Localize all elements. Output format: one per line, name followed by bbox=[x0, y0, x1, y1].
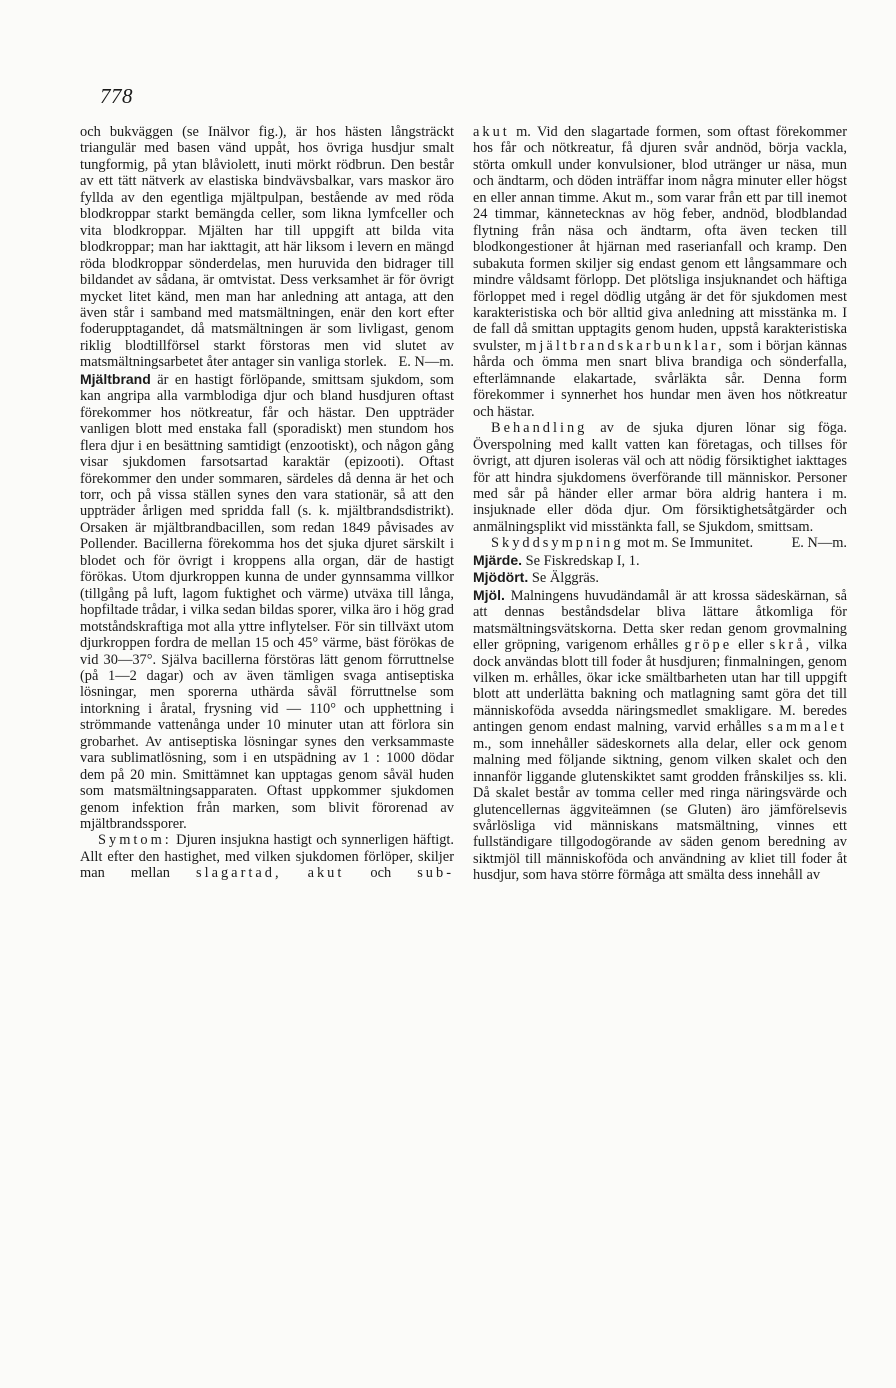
term-mjaltbrandskarbunklar: mjältbrandskarbunklar, bbox=[525, 337, 725, 354]
section-symtom-cont-text: m. Vid den slagartade formen, som oftast förekommer hos får och nötkreatur, få djuren svår andnöd, börja vackla, störta omkull under konvulsioner, blod utränger ur näsa, mun och ändtarm, och döden inträffar inom några minuter eller högst en eller annan timme. Akut m., som varar från ett par till inemot 24 timmar, kännetecknas av hög feber, andnöd, blodblandad flytning från näsa och ändtarm, ofta även tecken till blodkongestioner åt hjärnan med raserianfall och kramp. Den subakuta formen skiljer sig endast genom ett långsammare och mindre våldsamt förlopp. Det plötsliga insjuknandet och häftiga förloppet med i regel dödlig utgång är det för sjukdomen mest karakteristiska och bör alltid giva anledning att misstänka m. I de fall då smittan upptagits genom huden, uppstå karakteristiska svulster, bbox=[473, 124, 847, 354]
section-symtom-cont-end: som i början kännas hårda och ömma men snart bliva brandiga och sönderfalla, efterlämnande elakartade, svårläkta sår. Denna form förekommer i synnerhet hos hundar men även hos nötkreatur och hästar. bbox=[473, 337, 847, 420]
entry-mjaltbrand bbox=[80, 371, 454, 833]
entry-mjol bbox=[473, 587, 847, 884]
headword-mjodort: Mjödört. bbox=[473, 569, 529, 586]
entry-mjalte-text: och bukväggen (se Inälvor fig.), är hos hästen långsträckt triangulär med basen vänd uppåt, hos övriga husdjur smalt tungformig, på ytan blåviolett, inuti mörkt rödbrun. Den består av ett tätt nätverk av elastiska bindvävsbalkar, vars maskor äro fyllda av den egentliga mjältpulpan, bestående av med röda blodkroppar starkt bemängda celler, som likna lymfceller och vita blodkroppar. Mjälten har till uppgift att bilda vita blodkroppar; man har iakttagit, att här liksom i levern en mängd röda blodkroppar sönderdelas, men huruvida den bidrager till bildandet av sådana, är omtvistat. Dess verksamhet är för övrigt mycket litet känd, men man har anledning att antaga, att den även står i samband med matsmältningen, enär den kort efter foderupptagandet, då matsmältningen är som livligast, genom riklig blodtillförsel starkt förstoras men vid slutet av matsmältningsarbetet åter antager sin vanliga storlek. bbox=[80, 124, 454, 371]
headword-mjol: Mjöl. bbox=[473, 586, 505, 603]
entry-mjodort-text: Se Älggräs. bbox=[531, 570, 599, 587]
term-grope: gröpe bbox=[684, 637, 733, 654]
headword-mjaltbrand: Mjältbrand bbox=[80, 370, 151, 387]
section-symtom bbox=[80, 832, 454, 881]
section-skyddsympning bbox=[473, 535, 847, 551]
word-och: och bbox=[370, 865, 392, 882]
entry-mjol-text-b: eller bbox=[738, 637, 764, 654]
term-akut-cont: akut bbox=[473, 124, 510, 140]
term-skra: skrå, bbox=[769, 637, 813, 654]
section-behandling bbox=[473, 420, 847, 535]
section-lead-behandling: Behandling bbox=[491, 420, 588, 437]
entry-mjarde-text: Se Fiskredskap I, 1. bbox=[525, 552, 640, 569]
entry-mjol-text-d: m., som innehåller sädeskornets alla delar, eller ock genom malning med följande siktning, genom vilken skalet och den innanför liggande glutenskiktet samt grodden frånskiljes ss. kli. Då skalet består av tomma celler med ringa näringsvärde och glutencellernas äggviteämnen (se Gluten) äro jämförelsevis svårlösliga vid människans matsmältning, vinnes ett fullständigare tillgodogörande av säden genom beredning av siktmjöl till människoföda och användning av kliet till foder åt husdjur, som hava större förmåga att smälta dess innehåll av bbox=[473, 735, 847, 884]
term-slagartad: slagartad, bbox=[196, 865, 282, 882]
right-column bbox=[473, 124, 847, 884]
term-sub: sub- bbox=[417, 865, 454, 882]
entry-mjol-text-c: vilka dock användas blott till foder åt husdjuren; finmalningen, genom vilken m. erhålles, ökar icke smältbarheten utan har till uppgift blott att underlätta bakning och matlagning samt göra det till människoföda avsedda näringsmedlet smakligare. M. beredes antingen genom endast malning, varvid erhålles bbox=[473, 637, 847, 736]
entry-mjol-text-a: Malningens huvudändamål är att krossa sädeskärnan, så att dennas beståndsdelar bliva lättare åtkomliga för matsmältningsvätskorna. Detta sker redan genom grovmalning eller gröpning, varigenom erhålles bbox=[473, 587, 847, 654]
entry-mjarde bbox=[473, 552, 847, 569]
section-lead-skyddsympning: Skyddsympning bbox=[491, 535, 624, 552]
entry-mjalte-continued bbox=[80, 124, 454, 371]
section-symtom-continued bbox=[473, 124, 847, 420]
page-number: 778 bbox=[100, 84, 133, 108]
term-sammalet: sammalet bbox=[767, 719, 847, 736]
term-akut: akut bbox=[307, 865, 345, 882]
section-symtom-text: Djuren insjukna hastigt och synnerligen häftigt. Allt efter den hastighet, med vilken sjukdomen förlöper, skiljer man mellan bbox=[80, 832, 454, 882]
entry-mjodort bbox=[473, 569, 847, 586]
entry-mjaltbrand-text: är en hastigt förlöpande, smittsam sjukdom, som kan angripa alla varmblodiga djur och bland husdjuren oftast förekommer hos nötkreatur, får och hästar. Den uppträder vanligen blott med enstaka fall (sporadiskt) men stundom hos flera djur i en besättning samtidigt (enzootiskt), och någon gång visar sjukdomen farsotsartad karaktär (epizooti). Oftast förekommer den under sommaren, särdeles då denna är het och torr, och på vissa ställen synes den vara stationär, så att den uppträder årligen med spridda fall (s. k. mjältbrandsdistrikt). Orsaken är mjältbrandbacillen, som redan 1849 påvisades av Pollender. Bacillerna förekomma hos det sjuka djuret särskilt i blodet och för övrigt i kroppens alla organ, där de hastigt förökas. Utom djurkroppen kunna de under gynnsamma villkor (tillgång på luft, lagom fuktighet och värme) utväxa till långa, hopfiltade trådar, i vilka sedan bildas sporer, vilka äro i hög grad motståndskraftiga mot alla yttre inflytelser. För sin tillväxt utom djurkroppen fordra de mellan 15 och 45° värme, bäst förökas de vid 30—37°. Själva bacillerna förstöras lätt genom förruttnelse (på 1—2 dagar) och av även tämligen svaga antiseptiska lösningar, men sporerna uthärda såväl förruttnelse som intorkning i åratal, frysning vid — 110° och upphettning i strömmande vattenånga under 10 minuter utan att förlora sin grobarhet. Av antiseptiska lösningar synes den verksammaste vara sublimatlösning, som i en utspädning av 1 : 1000 dödar dem på 20 min. Smittämnet kan upptagas genom såväl huden som matsmältningsapparaten. Oftast uppkommer sjukdomen genom infektion från marken, som blivit förorenad av mjältbrandssporer. bbox=[80, 371, 454, 833]
signature: E. N—m. bbox=[398, 354, 454, 371]
section-skyddsympning-text: mot m. Se Immunitet. bbox=[627, 535, 754, 552]
section-behandling-text: av de sjuka djuren lönar sig föga. Överspolning med kallt vatten kan företagas, och tillses för övrigt, att djuren isoleras väl och att nödig försiktighet iakttages för att hindra sjukdomens överförande till människor. Personer med sår på händer eller armar böra aldrig hantera i m. insjuknade eller döda djur. Om försiktighetsåtgärder och anmälningsplikt vid misstänkta fall, se Sjukdom, smittsam. bbox=[473, 420, 847, 535]
section-lead-symtom: Symtom: bbox=[98, 832, 172, 849]
left-column bbox=[80, 124, 454, 882]
headword-mjarde: Mjärde. bbox=[473, 551, 523, 568]
signature: E. N—m. bbox=[791, 535, 847, 552]
